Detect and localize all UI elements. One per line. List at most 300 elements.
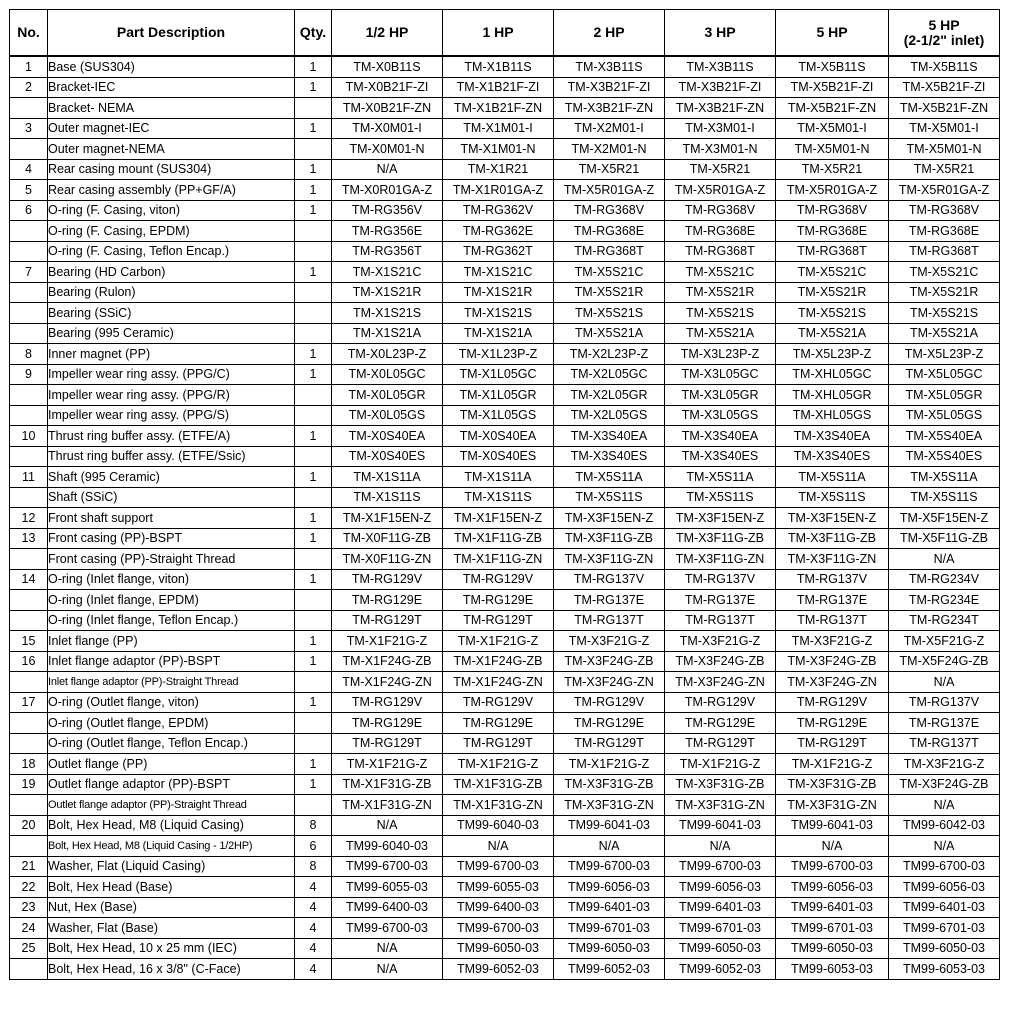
quantity: 1 xyxy=(295,508,332,529)
row-number: 6 xyxy=(10,200,48,221)
part-number: TM-X0M01-I xyxy=(332,118,443,139)
part-description: Bearing (SSiC) xyxy=(48,303,295,324)
part-number: TM-X3B21F-ZN xyxy=(665,98,776,119)
part-number: TM-X3B21F-ZI xyxy=(554,77,665,98)
quantity xyxy=(295,221,332,242)
part-number: TM-X5S11S xyxy=(665,487,776,508)
part-number: TM99-6700-03 xyxy=(665,856,776,877)
part-number: TM-X5B21F-ZI xyxy=(889,77,1000,98)
part-number: TM-X1F21G-Z xyxy=(776,754,889,775)
part-number: TM-X5R01GA-Z xyxy=(554,180,665,201)
part-number: TM-X5S11A xyxy=(665,467,776,488)
table-row xyxy=(10,262,1000,283)
part-number: TM-X5S21S xyxy=(665,303,776,324)
part-number: TM-RG129T xyxy=(776,733,889,754)
part-number: TM-X1F21G-Z xyxy=(443,631,554,652)
header-no: No. xyxy=(10,10,48,57)
part-number: TM-X3F24G-ZB xyxy=(554,651,665,672)
part-number: TM-X1F15EN-Z xyxy=(332,508,443,529)
part-number: TM-RG137V xyxy=(776,569,889,590)
part-number: TM-X3F31G-ZN xyxy=(776,795,889,816)
part-number: TM-RG129T xyxy=(665,733,776,754)
table-row xyxy=(10,139,1000,160)
part-number: TM99-6700-03 xyxy=(332,918,443,939)
table-row xyxy=(10,344,1000,365)
part-number: TM99-6700-03 xyxy=(443,918,554,939)
part-number: TM-RG137T xyxy=(776,610,889,631)
part-number: TM-X1S21C xyxy=(332,262,443,283)
part-number: TM-X0R01GA-Z xyxy=(332,180,443,201)
table-row xyxy=(10,774,1000,795)
quantity xyxy=(295,733,332,754)
part-number: TM-X0L23P-Z xyxy=(332,344,443,365)
quantity xyxy=(295,241,332,262)
part-number: TM99-6700-03 xyxy=(889,856,1000,877)
part-number: TM-X5B21F-ZN xyxy=(889,98,1000,119)
part-number: TM-RG129V xyxy=(332,692,443,713)
row-number xyxy=(10,487,48,508)
header-5-hp-inlet-title: 5 HP xyxy=(928,16,960,33)
part-number: TM-X5S21A xyxy=(889,323,1000,344)
part-number: TM-X3F15EN-Z xyxy=(665,508,776,529)
part-description: Inlet flange adaptor (PP)-BSPT xyxy=(48,651,295,672)
row-number xyxy=(10,323,48,344)
table-row xyxy=(10,467,1000,488)
part-number: N/A xyxy=(554,836,665,857)
row-number xyxy=(10,139,48,160)
row-number: 15 xyxy=(10,631,48,652)
part-number: TM-X5B21F-ZN xyxy=(776,98,889,119)
quantity: 1 xyxy=(295,200,332,221)
part-description: Front casing (PP)-Straight Thread xyxy=(48,549,295,570)
part-number: TM-X0M01-N xyxy=(332,139,443,160)
quantity xyxy=(295,98,332,119)
table-row xyxy=(10,815,1000,836)
part-number: TM-X3L23P-Z xyxy=(665,344,776,365)
part-number: TM99-6041-03 xyxy=(665,815,776,836)
part-number: TM-X5S21S xyxy=(776,303,889,324)
part-number: TM-X3F24G-ZN xyxy=(554,672,665,693)
part-description: Shaft (SSiC) xyxy=(48,487,295,508)
part-description: Impeller wear ring assy. (PPG/C) xyxy=(48,364,295,385)
part-number: TM-RG129T xyxy=(332,733,443,754)
part-description: Outlet flange adaptor (PP)-BSPT xyxy=(48,774,295,795)
quantity: 1 xyxy=(295,118,332,139)
part-number: TM-X3S40EA xyxy=(554,426,665,447)
part-number: TM-X3S40ES xyxy=(554,446,665,467)
part-number: TM-X3M01-N xyxy=(665,139,776,160)
part-number: TM-X1B11S xyxy=(443,56,554,77)
part-number: TM99-6401-03 xyxy=(665,897,776,918)
part-number: TM-X5R21 xyxy=(665,159,776,180)
part-number: TM-X5S21R xyxy=(554,282,665,303)
quantity: 1 xyxy=(295,426,332,447)
table-row xyxy=(10,610,1000,631)
row-number: 18 xyxy=(10,754,48,775)
part-number: TM-X5S21C xyxy=(554,262,665,283)
part-number: TM-X1L05GC xyxy=(443,364,554,385)
part-number: TM99-6056-03 xyxy=(665,877,776,898)
part-description: Washer, Flat (Base) xyxy=(48,918,295,939)
part-number: TM-X3F24G-ZB xyxy=(889,774,1000,795)
part-number: TM-X0S40ES xyxy=(443,446,554,467)
part-number: TM-X5S21S xyxy=(554,303,665,324)
row-number: 22 xyxy=(10,877,48,898)
header-5-hp-inlet-subtitle: (2-1/2" inlet) xyxy=(903,31,985,48)
quantity: 1 xyxy=(295,262,332,283)
part-number: TM-RG129E xyxy=(443,590,554,611)
part-number: TM-RG129E xyxy=(554,713,665,734)
part-number: N/A xyxy=(332,815,443,836)
part-number: TM-RG368T xyxy=(776,241,889,262)
quantity: 4 xyxy=(295,959,332,980)
table-row xyxy=(10,385,1000,406)
row-number: 17 xyxy=(10,692,48,713)
quantity xyxy=(295,385,332,406)
part-number: TM-X5L05GR xyxy=(889,385,1000,406)
part-description: Bolt, Hex Head, 16 x 3/8" (C-Face) xyxy=(48,959,295,980)
part-number: TM-X1F21G-Z xyxy=(665,754,776,775)
part-number: TM99-6053-03 xyxy=(776,959,889,980)
quantity: 1 xyxy=(295,344,332,365)
part-number: TM-X5S21R xyxy=(889,282,1000,303)
part-number: TM-X1F11G-ZN xyxy=(443,549,554,570)
part-number: TM-X3S40ES xyxy=(665,446,776,467)
part-number: TM99-6041-03 xyxy=(776,815,889,836)
part-number: TM99-6053-03 xyxy=(889,959,1000,980)
quantity xyxy=(295,795,332,816)
part-number: TM-RG129E xyxy=(332,713,443,734)
row-number xyxy=(10,610,48,631)
table-row xyxy=(10,426,1000,447)
header-3-hp: 3 HP xyxy=(665,10,776,57)
part-description: Bolt, Hex Head, M8 (Liquid Casing - 1/2HP) xyxy=(48,836,295,857)
part-number: TM-X5S11A xyxy=(554,467,665,488)
part-description: Inner magnet (PP) xyxy=(48,344,295,365)
quantity: 1 xyxy=(295,569,332,590)
part-number: TM-RG368E xyxy=(665,221,776,242)
part-number: TM-X0L05GC xyxy=(332,364,443,385)
table-row xyxy=(10,508,1000,529)
part-number: TM-X3F24G-ZN xyxy=(776,672,889,693)
part-description: Base (SUS304) xyxy=(48,56,295,77)
row-number xyxy=(10,446,48,467)
part-number: TM-X0L05GS xyxy=(332,405,443,426)
part-description: O-ring (Inlet flange, EPDM) xyxy=(48,590,295,611)
part-number: TM-RG368E xyxy=(889,221,1000,242)
part-number: TM-X3F11G-ZB xyxy=(554,528,665,549)
part-number: TM-X1F24G-ZN xyxy=(332,672,443,693)
part-number: TM-X5B21F-ZI xyxy=(776,77,889,98)
part-number: TM-X1F31G-ZB xyxy=(443,774,554,795)
table-row xyxy=(10,836,1000,857)
part-number: TM-X5S21A xyxy=(665,323,776,344)
part-description: Thrust ring buffer assy. (ETFE/Ssic) xyxy=(48,446,295,467)
part-number: TM-X3F31G-ZB xyxy=(554,774,665,795)
part-number: TM-X1L05GR xyxy=(443,385,554,406)
part-number: TM-RG137E xyxy=(554,590,665,611)
part-number: TM-X3F24G-ZB xyxy=(665,651,776,672)
table-row xyxy=(10,180,1000,201)
part-number: TM-X3F21G-Z xyxy=(776,631,889,652)
part-number: TM-X5S21S xyxy=(889,303,1000,324)
part-number: TM-X3F11G-ZN xyxy=(554,549,665,570)
part-number: TM-X5R21 xyxy=(889,159,1000,180)
row-number xyxy=(10,959,48,980)
header-5-hp: 5 HP xyxy=(776,10,889,57)
part-number: TM-X5B11S xyxy=(889,56,1000,77)
part-number: TM-RG137E xyxy=(776,590,889,611)
part-number: TM-X1S21S xyxy=(332,303,443,324)
row-number xyxy=(10,836,48,857)
part-number: TM-RG137E xyxy=(889,713,1000,734)
row-number xyxy=(10,672,48,693)
part-number: TM-X1F31G-ZN xyxy=(443,795,554,816)
part-number: TM-RG368E xyxy=(554,221,665,242)
part-number: TM-RG368T xyxy=(665,241,776,262)
part-number: TM-X1F21G-Z xyxy=(443,754,554,775)
part-description: Nut, Hex (Base) xyxy=(48,897,295,918)
part-number: TM-X1S11S xyxy=(443,487,554,508)
row-number: 16 xyxy=(10,651,48,672)
part-number: TM-RG368V xyxy=(889,200,1000,221)
header-5-hp-inlet xyxy=(889,10,1000,57)
quantity: 1 xyxy=(295,467,332,488)
part-number: TM-RG129V xyxy=(443,569,554,590)
part-number: TM-XHL05GS xyxy=(776,405,889,426)
row-number: 23 xyxy=(10,897,48,918)
row-number xyxy=(10,282,48,303)
quantity: 1 xyxy=(295,180,332,201)
quantity: 1 xyxy=(295,754,332,775)
part-number: TM-X1S11A xyxy=(443,467,554,488)
table-row xyxy=(10,651,1000,672)
part-description: Bolt, Hex Head, M8 (Liquid Casing) xyxy=(48,815,295,836)
table-row xyxy=(10,938,1000,959)
part-number: TM-X1S11A xyxy=(332,467,443,488)
part-number: TM99-6700-03 xyxy=(776,856,889,877)
part-number: TM-X5L05GS xyxy=(889,405,1000,426)
part-description: O-ring (Inlet flange, viton) xyxy=(48,569,295,590)
part-number: TM99-6701-03 xyxy=(776,918,889,939)
part-number: TM-X3L05GS xyxy=(665,405,776,426)
part-number: TM-X5F24G-ZB xyxy=(889,651,1000,672)
part-number: TM-X3B11S xyxy=(665,56,776,77)
table-row xyxy=(10,241,1000,262)
row-number: 19 xyxy=(10,774,48,795)
table-row xyxy=(10,856,1000,877)
part-number: TM-X2L05GR xyxy=(554,385,665,406)
part-number: TM-X5S11S xyxy=(554,487,665,508)
quantity: 4 xyxy=(295,897,332,918)
part-number: TM99-6401-03 xyxy=(776,897,889,918)
part-number: TM-X5M01-N xyxy=(889,139,1000,160)
row-number: 14 xyxy=(10,569,48,590)
table-row xyxy=(10,200,1000,221)
part-number: TM99-6056-03 xyxy=(889,877,1000,898)
part-number: TM-X3F11G-ZB xyxy=(776,528,889,549)
quantity xyxy=(295,713,332,734)
part-number: TM-X5S21R xyxy=(776,282,889,303)
part-number: TM-X3S40ES xyxy=(776,446,889,467)
part-number: TM-XHL05GR xyxy=(776,385,889,406)
header-1-hp: 1 HP xyxy=(443,10,554,57)
part-number: TM-RG129T xyxy=(332,610,443,631)
part-number: TM-RG137T xyxy=(665,610,776,631)
part-number: TM-X1S21R xyxy=(443,282,554,303)
part-number: TM-X1F24G-ZN xyxy=(443,672,554,693)
parts-list-document xyxy=(9,9,999,980)
part-number: TM-X3M01-I xyxy=(665,118,776,139)
quantity: 8 xyxy=(295,815,332,836)
table-row xyxy=(10,364,1000,385)
quantity: 1 xyxy=(295,528,332,549)
part-number: N/A xyxy=(889,836,1000,857)
part-number: TM-X5M01-I xyxy=(776,118,889,139)
quantity: 6 xyxy=(295,836,332,857)
part-number: TM-X1F31G-ZN xyxy=(332,795,443,816)
header-qty: Qty. xyxy=(295,10,332,57)
header-row xyxy=(10,10,1000,57)
part-number: TM99-6401-03 xyxy=(554,897,665,918)
part-number: TM99-6040-03 xyxy=(332,836,443,857)
part-number: TM-X1L23P-Z xyxy=(443,344,554,365)
row-number: 9 xyxy=(10,364,48,385)
part-number: TM-X3L05GC xyxy=(665,364,776,385)
quantity: 1 xyxy=(295,77,332,98)
part-number: TM-RG368E xyxy=(776,221,889,242)
quantity: 4 xyxy=(295,877,332,898)
part-number: TM-X1F31G-ZB xyxy=(332,774,443,795)
row-number: 1 xyxy=(10,56,48,77)
part-number: TM99-6050-03 xyxy=(889,938,1000,959)
row-number: 7 xyxy=(10,262,48,283)
part-description: Bracket-IEC xyxy=(48,77,295,98)
part-number: TM-RG356V xyxy=(332,200,443,221)
part-description: Outlet flange (PP) xyxy=(48,754,295,775)
quantity: 4 xyxy=(295,918,332,939)
part-number: TM99-6042-03 xyxy=(889,815,1000,836)
row-number: 12 xyxy=(10,508,48,529)
part-description: Washer, Flat (Liquid Casing) xyxy=(48,856,295,877)
part-number: TM99-6050-03 xyxy=(443,938,554,959)
part-number: TM-X1S21A xyxy=(443,323,554,344)
part-number: TM-X2L05GS xyxy=(554,405,665,426)
quantity: 1 xyxy=(295,159,332,180)
part-number: TM-RG362V xyxy=(443,200,554,221)
part-number: TM-RG129V xyxy=(554,692,665,713)
row-number xyxy=(10,549,48,570)
part-number: TM-X5R01GA-Z xyxy=(665,180,776,201)
table-row xyxy=(10,282,1000,303)
table-row xyxy=(10,528,1000,549)
row-number xyxy=(10,241,48,262)
part-number: TM-X5S21C xyxy=(889,262,1000,283)
part-number: TM99-6400-03 xyxy=(332,897,443,918)
quantity: 1 xyxy=(295,774,332,795)
part-number: TM-X1F21G-Z xyxy=(332,754,443,775)
part-number: TM-X5R01GA-Z xyxy=(889,180,1000,201)
table-row xyxy=(10,569,1000,590)
part-number: TM-X1S21R xyxy=(332,282,443,303)
part-number: TM-RG368V xyxy=(776,200,889,221)
row-number xyxy=(10,795,48,816)
part-description: Bearing (995 Ceramic) xyxy=(48,323,295,344)
part-number: TM-RG129V xyxy=(443,692,554,713)
part-number: TM-RG234V xyxy=(889,569,1000,590)
row-number: 21 xyxy=(10,856,48,877)
part-description: O-ring (F. Casing, EPDM) xyxy=(48,221,295,242)
part-number: TM-X0S40EA xyxy=(443,426,554,447)
part-number: TM-X5L23P-Z xyxy=(889,344,1000,365)
part-description: Thrust ring buffer assy. (ETFE/A) xyxy=(48,426,295,447)
part-number: TM-X3F11G-ZN xyxy=(776,549,889,570)
part-number: N/A xyxy=(332,159,443,180)
part-number: TM-X3B21F-ZN xyxy=(554,98,665,119)
row-number: 8 xyxy=(10,344,48,365)
part-number: TM-X1F21G-Z xyxy=(332,631,443,652)
part-number: TM99-6041-03 xyxy=(554,815,665,836)
table-row xyxy=(10,754,1000,775)
table-row xyxy=(10,487,1000,508)
part-number: TM99-6701-03 xyxy=(554,918,665,939)
part-number: TM99-6052-03 xyxy=(665,959,776,980)
part-number: TM-X2L05GC xyxy=(554,364,665,385)
part-number: TM99-6050-03 xyxy=(776,938,889,959)
table-row xyxy=(10,897,1000,918)
part-number: TM-X5S11A xyxy=(776,467,889,488)
part-number: TM-RG137V xyxy=(554,569,665,590)
row-number xyxy=(10,221,48,242)
row-number: 11 xyxy=(10,467,48,488)
row-number xyxy=(10,733,48,754)
part-description: Impeller wear ring assy. (PPG/S) xyxy=(48,405,295,426)
part-number: TM-RG129E xyxy=(665,713,776,734)
part-number: TM-X5L05GC xyxy=(889,364,1000,385)
part-number: TM-RG362E xyxy=(443,221,554,242)
row-number xyxy=(10,405,48,426)
part-number: TM-RG129E xyxy=(332,590,443,611)
part-number: TM-X0S40EA xyxy=(332,426,443,447)
part-number: TM-X3L05GR xyxy=(665,385,776,406)
quantity xyxy=(295,672,332,693)
quantity xyxy=(295,139,332,160)
part-number: TM-RG356E xyxy=(332,221,443,242)
part-description: Front shaft support xyxy=(48,508,295,529)
part-number: TM-X3S40EA xyxy=(776,426,889,447)
part-description: Front casing (PP)-BSPT xyxy=(48,528,295,549)
header-part-description: Part Description xyxy=(48,10,295,57)
part-number: TM-X5F15EN-Z xyxy=(889,508,1000,529)
part-number: TM-RG362T xyxy=(443,241,554,262)
table-row xyxy=(10,692,1000,713)
part-number: TM-X5R21 xyxy=(776,159,889,180)
part-number: TM-RG129V xyxy=(665,692,776,713)
part-number: TM-X0B21F-ZI xyxy=(332,77,443,98)
part-number: TM-RG129E xyxy=(776,713,889,734)
part-number: TM-RG368T xyxy=(554,241,665,262)
quantity: 1 xyxy=(295,364,332,385)
quantity: 1 xyxy=(295,692,332,713)
quantity: 4 xyxy=(295,938,332,959)
part-number: TM99-6050-03 xyxy=(665,938,776,959)
part-number: TM-X2L23P-Z xyxy=(554,344,665,365)
part-description: O-ring (Inlet flange, Teflon Encap.) xyxy=(48,610,295,631)
part-number: TM-X0F11G-ZB xyxy=(332,528,443,549)
part-number: TM-X5S40EA xyxy=(889,426,1000,447)
part-number: TM-X0B11S xyxy=(332,56,443,77)
part-number: TM-X1S21C xyxy=(443,262,554,283)
